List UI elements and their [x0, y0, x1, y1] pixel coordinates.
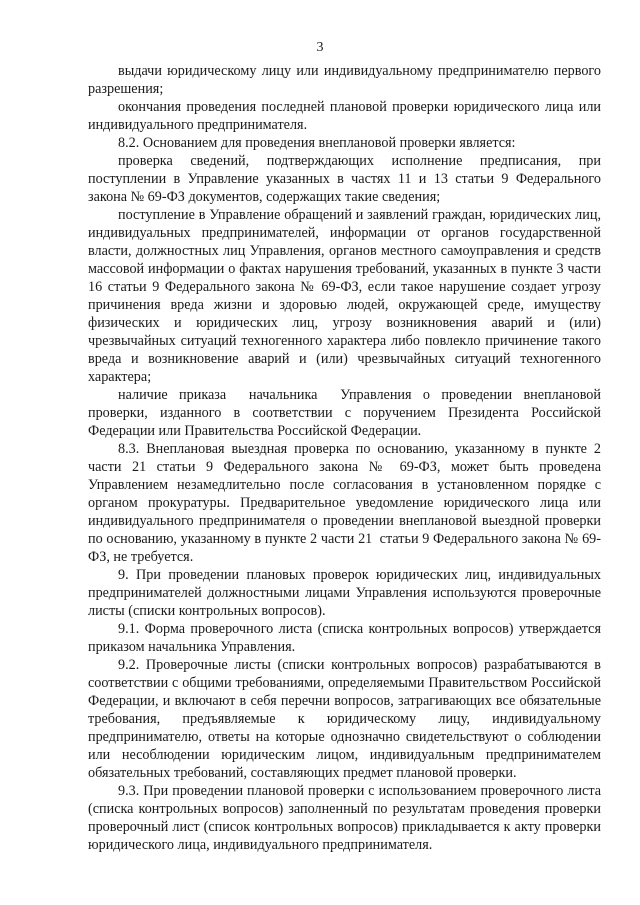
document-body: [88, 62, 609, 854]
paragraph: 9.1. Форма проверочного листа (списка контрольных вопросов) утверждается приказом начальника Управления.: [88, 621, 609, 655]
paragraph: наличие приказа начальника Управления о проведении внеплановой проверки, изданного в соответствии с поручением Президента Российской Федерации или Правительства Российской Федерации.: [88, 387, 605, 439]
paragraph: 8.3. Внеплановая выездная проверка по основанию, указанному в пункте 2 части 21 статьи 9 Федерального закона № 69-ФЗ, может быть проведена Управлением незамедлительно после согласования в установленном порядке с органом прокуратуры. Предварительное уведомление юридического лица или индивидуального предпринимателя о проведении внеплановой выездной проверки по основанию, указанному в пункте 2 части 21 статьи 9 Федерального закона № 69-ФЗ, не требуется.: [88, 441, 605, 565]
paragraph: выдачи юридическому лицу или индивидуальному предпринимателю первого разрешения;: [88, 63, 605, 97]
paragraph: поступление в Управление обращений и заявлений граждан, юридических лиц, индивидуальных предпринимателей, информации от органов государственной власти, должностных лиц Управления, органов местного самоуправления и средств массовой информации о фактах нарушения требований, указанных в пункте 3 части 16 статьи 9 Федерального закона № 69-ФЗ, если такое нарушение создает угрозу причинения вреда жизни и здоровью людей, окружающей среде, имуществу физических и юридических лиц, угрозу возникновения аварий и (или) чрезвычайных ситуаций техногенного характера либо повлекло причинение такого вреда и возникновение аварий и (или) чрезвычайных ситуаций техногенного характера;: [88, 207, 605, 385]
paragraph: 8.2. Основанием для проведения внеплановой проверки является:: [118, 135, 516, 151]
paragraph: 9.3. При проведении плановой проверки с использованием проверочного листа (списка контрольных вопросов) заполненный по результатам проведения проверки проверочный лист (список контрольных вопросов) прикладывается к акту проверки юридического лица, индивидуального предпринимателя.: [88, 783, 605, 853]
paragraph: проверка сведений, подтверждающих исполнение предписания, при поступлении в Управление указанных в частях 11 и 13 статьи 9 Федерального закона № 69-ФЗ документов, содержащих такие сведения;: [88, 153, 605, 205]
paragraph: 9.2. Проверочные листы (списки контрольных вопросов) разрабатываются в соответствии с общими требованиями, определяемыми Правительством Российской Федерации, и включают в себя перечни вопросов, затрагивающих все обязательные требования, предъявляемые к юридическому лицу, индивидуальному предпринимателю, ответы на которые однозначно свидетельствуют о соблюдении или несоблюдении юридическим лицом, индивидуальным предпринимателем обязательных требований, составляющих предмет плановой проверки.: [88, 657, 605, 781]
paragraph: окончания проведения последней плановой проверки юридического лица или индивидуального предпринимателя.: [88, 99, 605, 133]
page-number: 3: [316, 40, 324, 55]
paragraph: 9. При проведении плановых проверок юридических лиц, индивидуальных предпринимателей должностными лицами Управления используются проверочные листы (списки контрольных вопросов).: [88, 567, 605, 619]
